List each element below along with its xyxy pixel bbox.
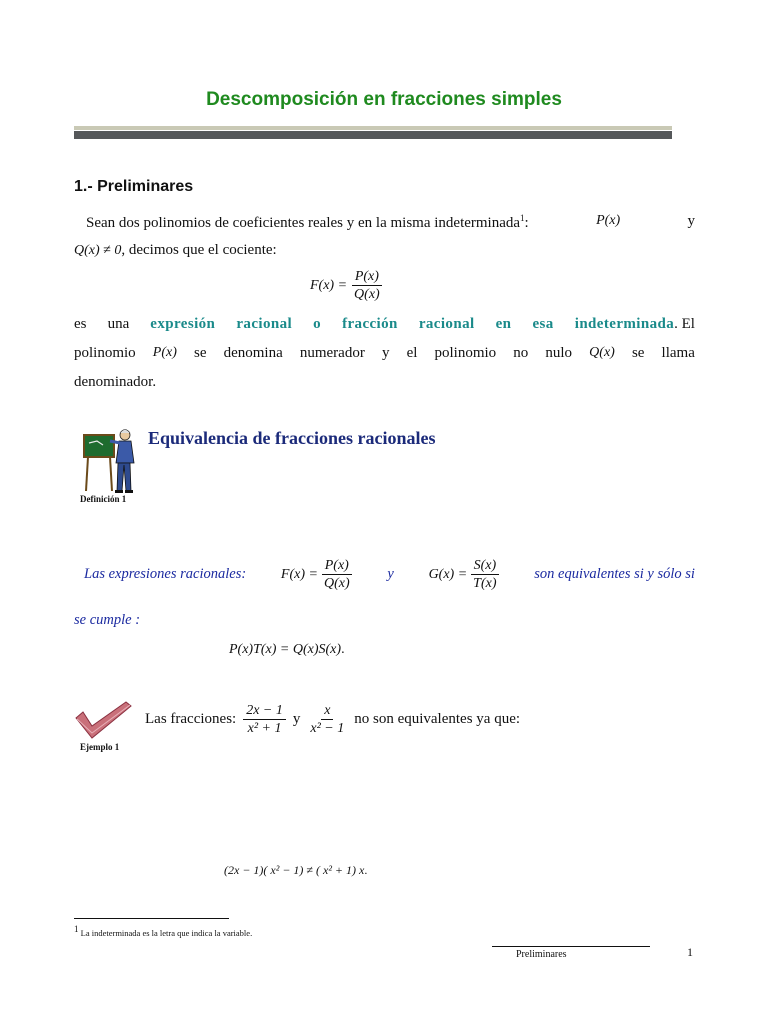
fx-fraction: $\frac{P(x)}{Q(x)}$ [351,268,383,303]
gx-definition: G(x) = $\frac{S(x)}{T(x)}$ [429,557,500,592]
fraction-1: $\frac{2x - 1}{\text{x² + 1}}$ [243,702,286,737]
document-title: Descomposición en fracciones simples [206,89,562,110]
example-statement: Las fracciones: $\frac{2x - 1}{\text{x² + 1}}$ y $\frac{x}{\text{x² − 1}}$ no son equivalentes ya que: [145,703,521,736]
footnote: $^1$ La indeterminada es la letra que indica la variable. [74,924,253,938]
equivalence-condition: P(x)T(x) = Q(x)S(x). [229,642,345,657]
fx-definition: F(x) = $\frac{P(x)}{Q(x)}$ [281,557,353,592]
subsection-heading: Equivalencia de fracciones racionales [148,428,436,448]
checkmark-icon [74,700,134,740]
page-number: 1 [687,945,693,959]
equivalence-statement: Las expresiones racionales: F(x) = $\frac{P(x)}{Q(x)}$ y G(x) = $\frac{S(x)}{T(x)}$ son equivalentes si y sólo si [84,558,695,591]
footnote-rule [74,918,229,919]
footer-label: Preliminares [516,949,567,960]
equivalence-line-2: se cumple : [74,612,141,628]
conj-y: y [687,213,695,229]
checkmark-illustration [74,700,134,740]
def-line-3: denominador. [74,374,157,390]
intro-line-1: Sean dos polinomios de coeficientes reales y en la misma indeterminada$^1$: P(x) y [86,213,695,231]
example-inequality: (2x − 1)( x² − 1) ≠ ( x² + 1) x. [224,863,368,877]
teacher-icon [78,425,148,495]
intro-text: Sean dos polinomios de coeficientes reales y en la misma indeterminada [86,215,521,231]
fx-formula: F(x) = $\frac{P(x)}{Q(x)}$ [310,268,383,303]
example-caption: Ejemplo 1 [80,742,120,752]
footer-rule [492,946,650,947]
title-rule-light [74,126,672,130]
def-line-1: es una expresión racional o fracción racional en esa indeterminada. El [74,316,695,332]
section-heading: 1.- Preliminares [74,178,194,195]
intro-line-2: Q(x) ≠ 0, decimos que el cociente: [74,242,277,258]
footnote-ref: 1 [520,213,525,223]
title-rule-dark [74,131,672,139]
teacher-chalkboard-illustration [78,425,148,495]
def-line-2: polinomio P(x) se denomina numerador y el polinomio no nulo Q(x) se llama [74,345,695,361]
qx-neq-zero: Q(x) ≠ 0 [74,243,122,258]
definition-caption: Definición 1 [80,494,127,504]
fraction-2: $\frac{x}{\text{x² − 1}}$ [310,703,345,736]
px-symbol: P(x) [596,213,621,228]
highlight-term: expresión [150,316,216,332]
